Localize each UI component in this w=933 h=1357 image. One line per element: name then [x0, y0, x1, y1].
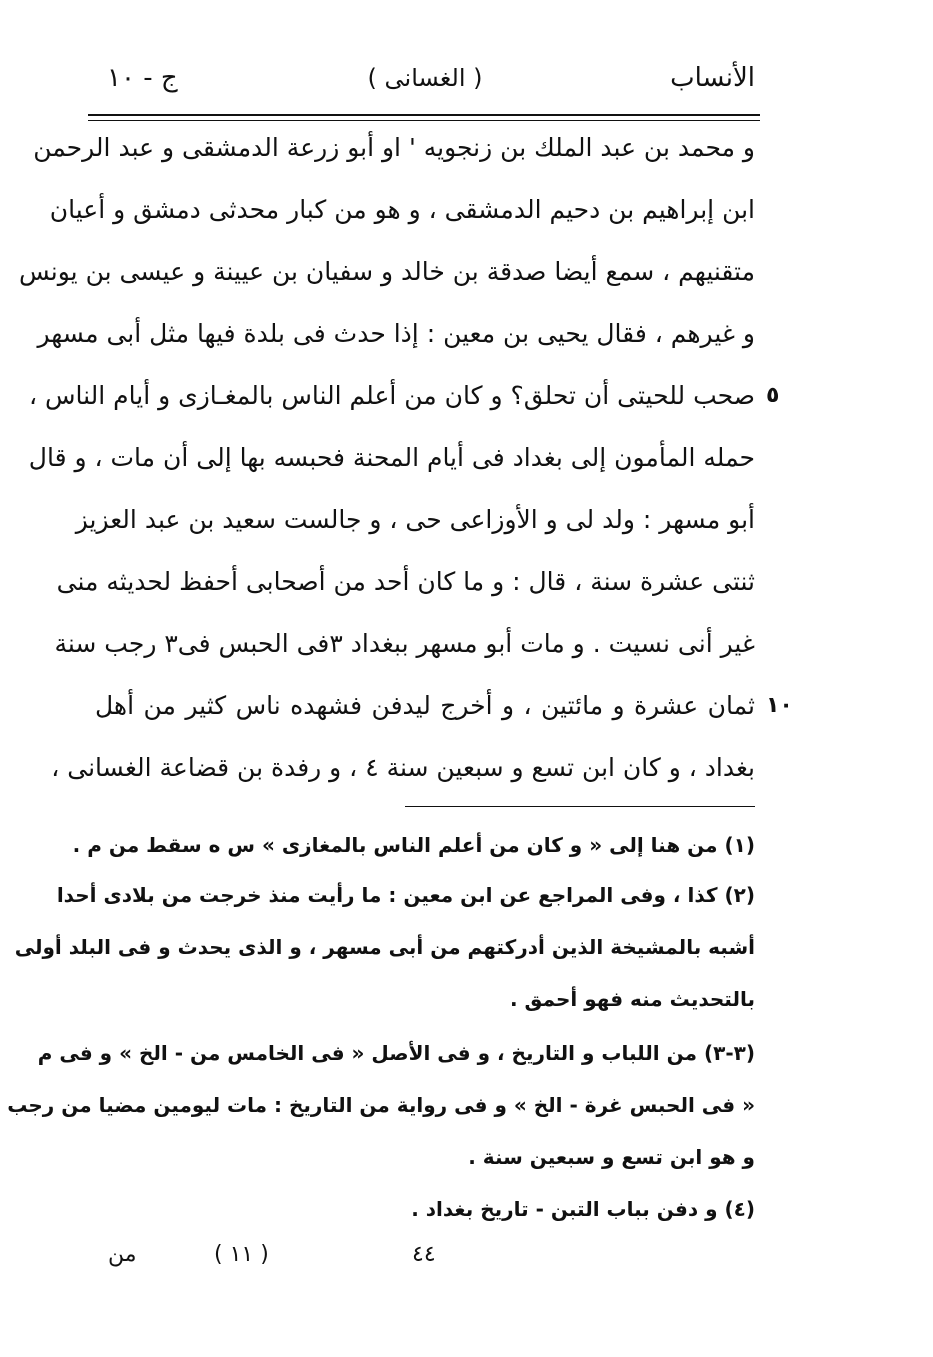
- main-line: ثمان عشرة و مائتين ، و أخرج ليدفن فشهده ناس كثير من أهل: [95, 691, 755, 720]
- footnote-line: أشبه بالمشيخة الذين أدركتهم من أبى مسهر ، و الذى يحدث و فى البلد أولى: [14, 935, 755, 959]
- footnote-line: (٢) كذا ، وفى المراجع عن ابن معين : ما رأيت منذ خرجت من بلادى أحدا: [56, 883, 755, 907]
- main-line: و غيرهم ، فقال يحيى بن معين : إذا حدث فى بلدة فيها مثل أبى مسهر: [37, 319, 755, 348]
- header-rule-thick: [88, 114, 760, 116]
- page-number: ٤٤: [412, 1242, 436, 1267]
- main-line: ثنتى عشرة سنة ، قال : و ما كان أحد من أصحابى أحفظ لحديثه منى: [56, 567, 755, 596]
- footnote-line: (٤) و دفن بباب التبن - تاريخ بغداد .: [411, 1197, 755, 1221]
- running-title: الأنساب: [670, 63, 755, 93]
- main-line: أبو مسهر : ولد لى و الأوزاعى حى ، و جالست سعيد بن عبد العزيز: [75, 505, 755, 534]
- main-line: حمله المأمون إلى بغداد فى أيام المحنة فحبسه بها إلى أن مات ، و قال: [28, 443, 755, 472]
- footnote-line: « فى الحبس غرة - الخ » و فى رواية من التاريخ : مات ليومين مضيا من رجب: [7, 1093, 755, 1117]
- main-line: ابن إبراهيم بن دحيم الدمشقى ، و هو من كبار محدثى دمشق و أعيان: [49, 195, 755, 224]
- footnote-line: (١) من هنا إلى « و كان من أعلم الناس بالمغازى » س ه سقط من م .: [72, 833, 755, 857]
- page-header: [95, 60, 755, 100]
- footnote-line: بالتحديث منه فهو أحمق .: [509, 987, 755, 1011]
- main-line: و محمد بن عبد الملك بن زنجويه ' او أبو زرعة الدمشقى و عبد الرحمن: [33, 133, 755, 162]
- main-line: صحب للحيتى أن تحلق؟ و كان من أعلم الناس بالمغـازى و أيام الناس ،: [28, 381, 755, 410]
- main-line: متقنيهم ، سمع أيضا صدقة بن خالد و سفيان بن عيينة و عيسى بن يونس: [18, 257, 755, 286]
- header-center-title: ( الغسانى ): [367, 64, 483, 92]
- main-line: بغداد ، و كان ابن تسع و سبعين سنة ٤ ، و رفدة بن قضاعة الغسانى ،: [51, 753, 755, 782]
- footnote-separator: [405, 806, 755, 807]
- volume-number: ج - ١٠: [107, 63, 178, 93]
- catchword: من: [108, 1242, 137, 1267]
- line-number-5: ٥: [766, 383, 780, 408]
- footnote-line: و هو ابن تسع و سبعين سنة .: [468, 1145, 755, 1169]
- main-line: غير أنى نسيت . و مات أبو مسهر ببغداد ٣فى الحبس فى٣ رجب سنة: [54, 629, 755, 658]
- header-rule-thin: [88, 120, 760, 121]
- footnote-line: (٣-٣) من اللباب و التاريخ ، و فى الأصل « فى الخامس من - الخ » و فى م: [37, 1041, 755, 1065]
- line-number-10: ١٠: [766, 693, 793, 718]
- signature-mark: ( ١١ ): [214, 1242, 269, 1267]
